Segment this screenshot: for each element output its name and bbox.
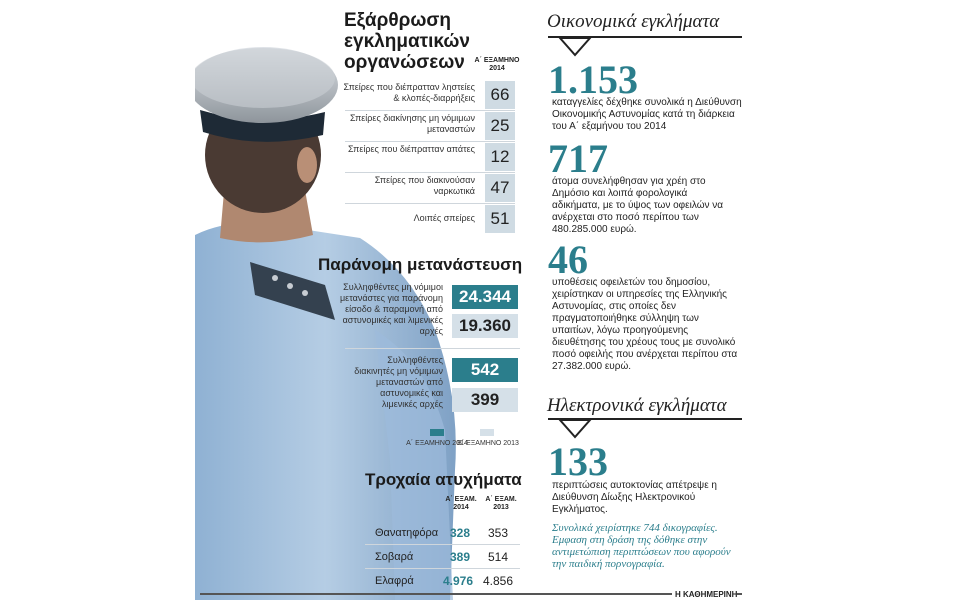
economic-text-2: άτομα συνελήφθησαν για χρέη στο Δημόσιο και λοιπά φορολογικά αδικήματα, με το ύψος των οφειλών να ανέρχεται στο ποσό περίπου των 480.285.000 ευρώ. <box>552 176 724 235</box>
arrow-down-icon <box>558 419 592 439</box>
economic-number-3: 46 <box>548 237 588 282</box>
accident-value-2013: 353 <box>488 526 509 540</box>
migration-block1-2013: 19.360 <box>452 314 518 338</box>
accident-row <box>365 522 520 545</box>
organizations-title: Εξάρθρωση εγκληματικών οργανώσεων <box>344 10 470 73</box>
economic-number-2: 717 <box>548 136 608 181</box>
migration-title: Παράνομη μετανάστευση <box>318 255 523 274</box>
legend-2014-swatch <box>430 429 444 436</box>
org-row <box>345 111 515 142</box>
accident-type: Σοβαρά <box>375 551 414 563</box>
legend-2014-label: Α΄ ΕΞΑΜΗΝΟ 2014 <box>406 440 468 447</box>
bottom-rule <box>200 593 742 595</box>
org-row-value: 47 <box>485 174 515 202</box>
electronic-text: περιπτώσεις αυτοκτονίας απέτρεψε η Διεύθυνση Δίωξης Ηλεκτρονικού Εγκλήματος. <box>552 480 717 515</box>
economic-text-3: υποθέσεις οφειλετών του δημοσίου, χειρίστηκαν οι υπηρεσίες της Ελληνικής Αστυνομίας, στις οποίες δεν πραγματοποιήθηκε σύλληψη των υπαιτίων, λόγω προηγούμενης διευθέτησης του χρέους τους με συνολικό ποσό οφειλής που ανέρχεται περίπου στα 27.382.000 ευρώ. <box>552 277 738 372</box>
arrow-down-icon <box>558 37 592 57</box>
migration-block2-2013: 399 <box>452 388 518 412</box>
org-row-label: Σπείρες που διακινούσαν ναρκωτικά <box>374 175 475 196</box>
accident-type: Θανατηφόρα <box>375 527 439 539</box>
accident-value-2013: 4.856 <box>483 574 514 588</box>
org-row <box>345 204 515 234</box>
org-row-label: Λοιπές σπείρες <box>413 213 475 223</box>
electronic-note: Συνολικά χειρίστηκε 744 δικογραφίες. Εμφαση στη δράση της δόθηκε στην αντιμετώπιση περιπτώσεων που αφορούν την παιδική πορνογραφία. <box>552 522 731 570</box>
divider <box>345 348 520 349</box>
org-row-label: Σπείρες διακίνησης μη νόμιμων μεταναστών <box>349 113 475 134</box>
org-row-value: 66 <box>485 81 515 109</box>
migration-block2-2014: 542 <box>452 358 518 382</box>
organizations-column-label: Α΄ ΕΞΑΜΗΝΟ 2014 <box>474 57 520 72</box>
economic-text-1: καταγγελίες δέχθηκε συνολικά η Διεύθυνση Οικονομικής Αστυνομίας κατά τη διάρκεια του Α΄ εξαμήνου του 2014 <box>552 97 742 132</box>
org-row-value: 12 <box>485 143 515 171</box>
migration-block1-label: Συλληφθέντες μη νόμιμοι μετανάστες για παράνομη είσοδο & παραμονή από αστυνομικές και λιμενικές αρχές <box>340 282 443 336</box>
migration-block2-label: Συλληφθέντες διακινητές μη νόμιμων μεταναστών από αστυνομικές και λιμενικές αρχές <box>354 355 443 409</box>
accidents-col-2014: Α΄ ΕΞΑΜ. 2014 <box>445 496 477 511</box>
electronic-title: Ηλεκτρονικά εγκλήματα <box>547 395 727 416</box>
accident-type: Ελαφρά <box>375 575 414 587</box>
accident-value-2014: 389 <box>450 550 471 564</box>
accident-row <box>365 570 520 592</box>
org-row-value: 25 <box>485 112 515 140</box>
economic-number-1: 1.153 <box>548 57 638 102</box>
migration-block1-2014: 24.344 <box>452 285 518 309</box>
economic-title: Οικονομικά εγκλήματα <box>547 11 720 32</box>
credit: Η ΚΑΘΗΜΕΡΙΝΗ <box>672 590 737 599</box>
org-row-label: Σπείρες που διέπρατταν ληστείες & κλοπές-διαρρήξεις <box>343 82 475 103</box>
accident-value-2013: 514 <box>488 550 509 564</box>
legend-2013-swatch <box>480 429 494 436</box>
accident-value-2014: 4.976 <box>443 574 474 588</box>
accident-row <box>365 546 520 569</box>
org-row <box>345 142 515 173</box>
accidents-title: Τροχαία ατυχήματα <box>365 470 522 489</box>
org-row <box>345 173 515 204</box>
org-row-label: Σπείρες που διέπρατταν απάτες <box>348 144 475 154</box>
accident-value-2014: 328 <box>450 526 471 540</box>
org-row <box>345 80 515 111</box>
org-row-value: 51 <box>485 205 515 233</box>
legend-2013-label: Β΄ ΕΞΑΜΗΝΟ 2013 <box>457 440 519 447</box>
accidents-col-2013: Α΄ ΕΞΑΜ. 2013 <box>485 496 517 511</box>
electronic-number: 133 <box>548 439 608 484</box>
